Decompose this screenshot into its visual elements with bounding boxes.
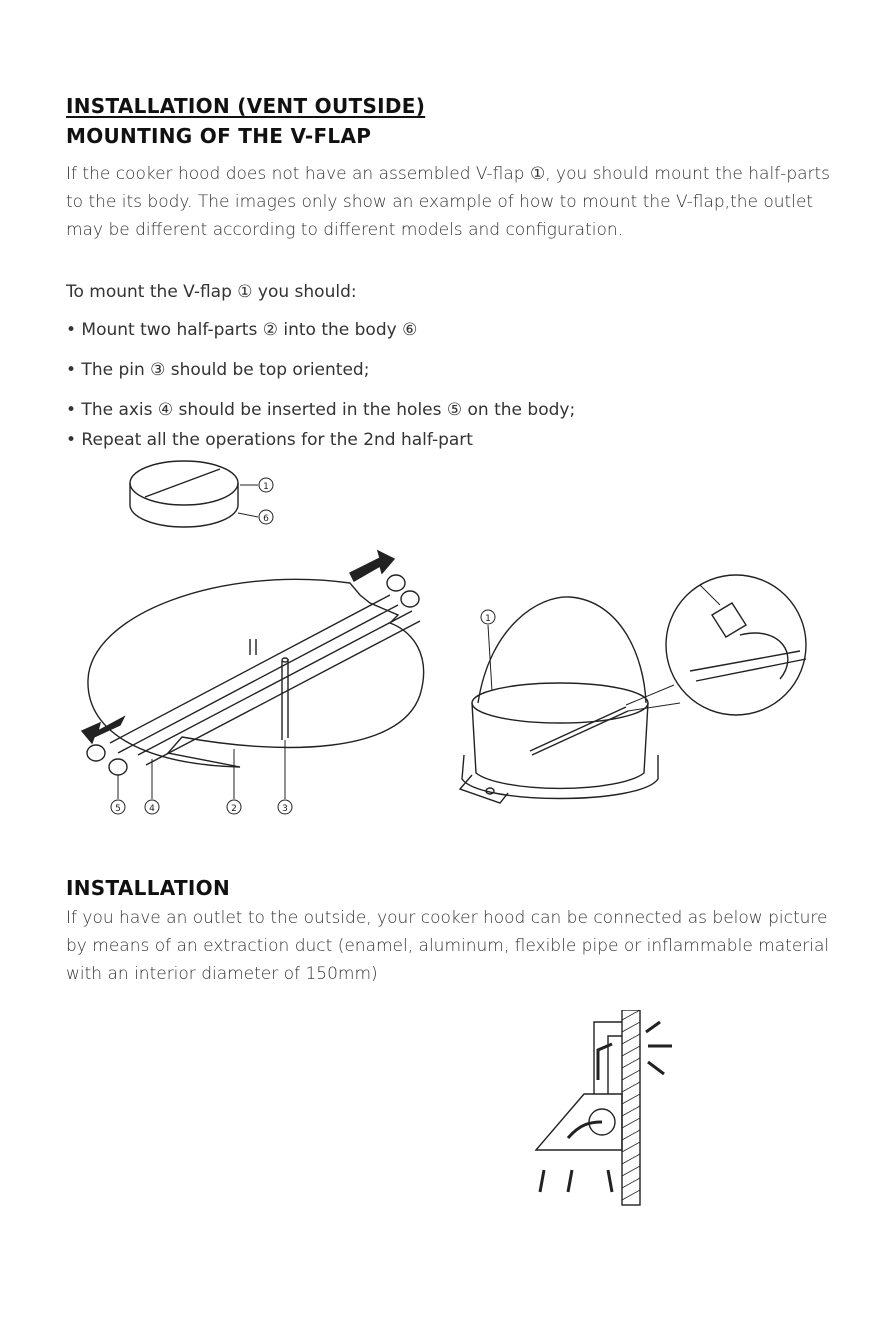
heading-installation-vent-outside: INSTALLATION (VENT OUTSIDE) xyxy=(66,94,426,118)
bullet-pin-top: • The pin ③ should be top oriented; xyxy=(66,360,370,380)
mounting-intro-text: If the cooker hood does not have an assembled V-flap ①, you should mount the half-parts to the its body. The images only show an example of how to mount the V-flap,the outlet may be different according to different models and configuration. xyxy=(66,164,831,240)
wall-hatching xyxy=(622,1010,640,1200)
mounting-paragraph xyxy=(66,160,846,244)
mounting-instruction-lead: To mount the V-flap ① you should: xyxy=(66,282,357,302)
callout-1-small: 1 xyxy=(263,482,269,492)
body-cylinder-drawing xyxy=(130,461,273,527)
assembled-v-flap-drawing xyxy=(460,575,806,803)
callout-4: 4 xyxy=(149,804,155,814)
heading-mounting-v-flap: MOUNTING OF THE V-FLAP xyxy=(66,124,372,148)
callout-1-large: 1 xyxy=(485,614,491,624)
v-flap-assembly-illustration xyxy=(60,455,840,835)
callout-2: 2 xyxy=(231,804,237,814)
heading-installation: INSTALLATION xyxy=(66,876,230,900)
bullet-axis-holes: • The axis ④ should be inserted in the holes ⑤ on the body; xyxy=(66,400,576,420)
bullet-mount-half-parts: • Mount two half-parts ② into the body ⑥ xyxy=(66,320,418,340)
callout-5: 5 xyxy=(115,804,121,814)
callout-6: 6 xyxy=(263,514,269,524)
installation-text: If you have an outlet to the outside, your cooker hood can be connected as below picture by means of an extraction duct (enamel, aluminum, flexible pipe or inflammable material with an interior diameter of 150mm) xyxy=(66,908,830,984)
half-part-drawing xyxy=(82,551,424,814)
callout-3: 3 xyxy=(282,804,288,814)
hood-extraction-illustration xyxy=(528,1010,688,1210)
bullet-repeat: • Repeat all the operations for the 2nd half-part xyxy=(66,430,473,450)
installation-paragraph xyxy=(66,904,846,988)
